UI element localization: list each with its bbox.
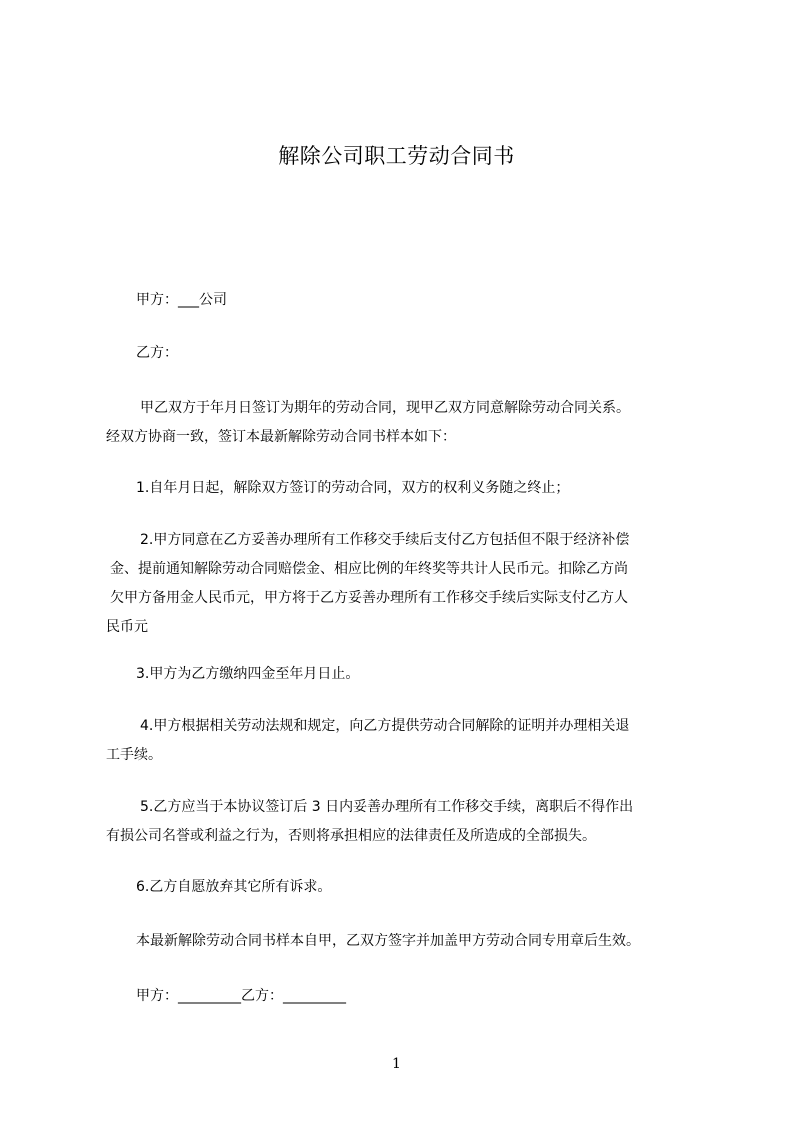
clause-2-line-2: 金、提前通知解除劳动合同赔偿金、相应比例的年终奖等共计人民币元。扣除乙方尚: [110, 561, 628, 577]
clause-2: [106, 526, 706, 642]
clause-2-line-4: 民币元: [106, 619, 148, 635]
party-a-line: 甲方：___公司: [136, 292, 227, 308]
clause-2-line-3: 欠甲方备用金人民币元，甲方将于乙方妥善办理所有工作移交手续后实际支付乙方人: [110, 590, 628, 606]
clause-4-line-1: 4.甲方根据相关劳动法规和规定，向乙方提供劳动合同解除的证明并办理相关退: [140, 718, 630, 734]
intro-line-1: 甲乙双方于年月日签订为期年的劳动合同，现甲乙双方同意解除劳动合同关系。: [140, 400, 630, 416]
signature-line: 甲方：_________乙方：_________: [136, 988, 346, 1004]
intro-paragraph: [106, 394, 706, 452]
clause-5: [106, 793, 706, 851]
intro-line-2: 经双方协商一致，签订本最新解除劳动合同书样本如下：: [106, 429, 456, 445]
clause-2-line-1: 2.甲方同意在乙方妥善办理所有工作移交手续后支付乙方包括但不限于经济补偿: [140, 532, 630, 548]
clause-6: 6.乙方自愿放弃其它所有诉求。: [136, 879, 332, 895]
clause-3: 3.甲方为乙方缴纳四金至年月日止。: [136, 666, 360, 682]
page-number: 1: [392, 1056, 401, 1072]
clause-5-line-2: 有损公司名誉或利益之行为，否则将承担相应的法律责任及所造成的全部损失。: [106, 828, 596, 844]
clause-4-line-2: 工手续。: [106, 747, 162, 763]
effective-clause: 本最新解除劳动合同书样本自甲，乙双方签字并加盖甲方劳动合同专用章后生效。: [136, 933, 640, 949]
document-title: 解除公司职工劳动合同书: [278, 144, 515, 168]
clause-5-line-1: 5.乙方应当于本协议签订后 3 日内妥善办理所有工作移交手续，离职后不得作出: [140, 799, 634, 815]
party-b-line: 乙方：: [136, 345, 178, 361]
clause-1: 1.自年月日起，解除双方签订的劳动合同，双方的权利义务随之终止；: [136, 480, 570, 496]
clause-4: [106, 712, 706, 770]
